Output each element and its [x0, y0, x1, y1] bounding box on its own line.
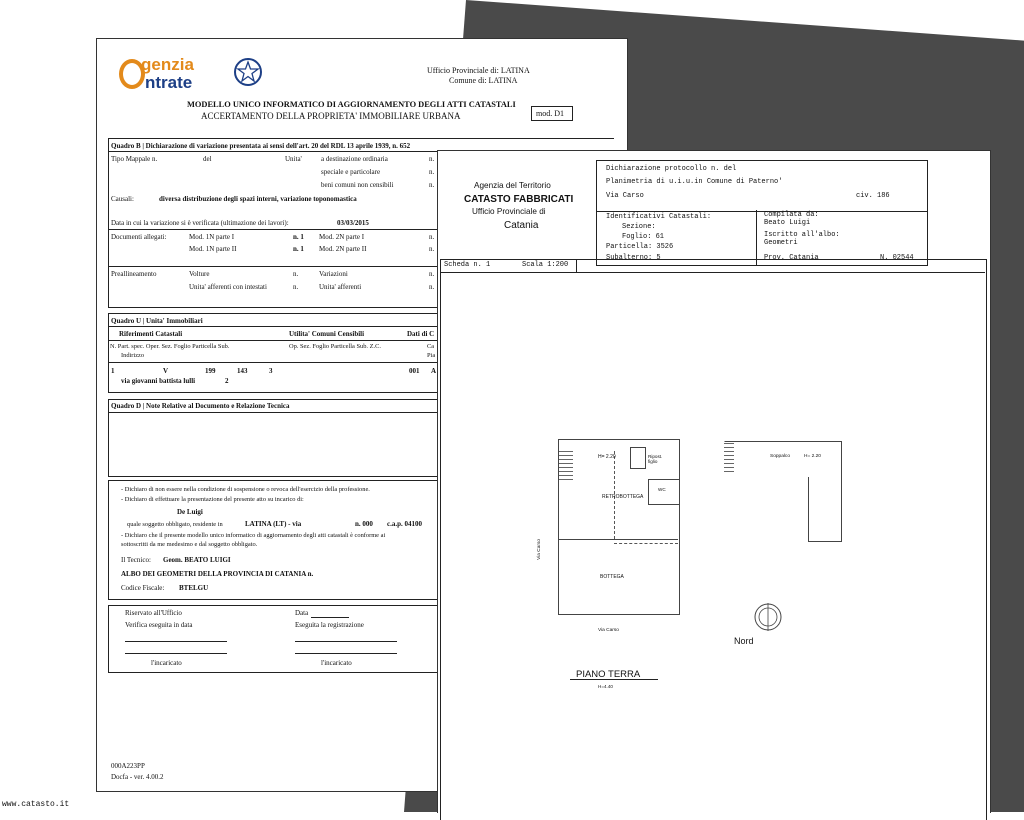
unita-intestati: Unita' afferenti con intestati [189, 283, 267, 291]
ripostiglio-label: Ripost. figlio [648, 454, 663, 464]
identificativi: Identificativi Catastali: [606, 213, 712, 221]
row-cat: A [431, 367, 437, 375]
row-address: via giovanni battista lulli [121, 377, 196, 385]
riferimenti-catastali: Riferimenti Catastali [119, 330, 183, 338]
soppalco-stem [808, 477, 842, 542]
unita-label: Unita' [285, 155, 302, 163]
n-3: n. [429, 181, 435, 189]
compilata-da: Compilata da: [764, 211, 819, 219]
incaricato-1: l'incaricato [151, 659, 182, 667]
quadro-u-pia: Pia [427, 352, 436, 359]
compilatore: Beato Luigi [764, 219, 811, 227]
tipo-mappale-del: del [203, 155, 212, 163]
dichiarazione-3b: sottoscritti da me medesimo e dal soggetto obbligato. [121, 541, 258, 548]
mod-1n-parte-i: Mod. 1N parte I [189, 233, 235, 241]
documenti-allegati: Documenti allegati: [111, 233, 167, 241]
soggetto-obbligato: quale soggetto obbligato, residente in [127, 521, 223, 528]
afferenti-n: n. [429, 283, 435, 291]
quadro-u-cols-3: Ca [427, 343, 435, 350]
mod-2n-ii-n: n. [429, 245, 435, 253]
catasto-fabbricati: CATASTO FABBRICATI [464, 194, 574, 205]
agenzia-territorio: Agenzia del Territorio [474, 181, 551, 190]
intestati-n: n. [293, 283, 299, 291]
tecnico-name: Geom. BEATO LUIGI [163, 556, 231, 564]
quadro-b-header: Quadro B | Dichiarazione di variazione presentata ai sensi dell'art. 20 del RDL 13 aprile 1939, n. 652 [111, 142, 411, 150]
planimetria-comune: Planimetria di u.i.u.in Comune di Paterno' [606, 178, 783, 186]
ripostiglio-room [630, 447, 646, 469]
riservato-label: Riservato all'Ufficio [125, 609, 182, 617]
particella: Particella: 3526 [606, 243, 674, 251]
row-zc: 001 [409, 367, 420, 375]
logo-line-2: ntrate [145, 73, 193, 92]
albo-geometri: ALBO DEI GEOMETRI DELLA PROVINCIA DI CATANIA n. [121, 570, 314, 578]
stair-right [724, 443, 734, 475]
albo-numero: N. 02544 [880, 254, 914, 262]
row-particella: 143 [237, 367, 248, 375]
scala: Scala 1:200 [522, 261, 569, 269]
dest-ordinaria: a destinazione ordinaria [321, 155, 388, 163]
data-variazione-label: Data in cui la variazione si è verificata (ultimazione dei lavori): [111, 219, 289, 227]
republic-emblem-icon [233, 57, 263, 92]
quadro-u-indirizzo: Indirizzo [121, 352, 145, 359]
soppalco-outline [724, 441, 842, 480]
mod-1n-ii-count: n. 1 [293, 245, 304, 253]
residenza: LATINA (LT) - via [245, 520, 302, 528]
iscritto-albo: Iscritto all'albo: [764, 231, 840, 239]
mod-1n-i-count: n. 1 [293, 233, 304, 241]
beni-comuni: beni comuni non censibili [321, 181, 394, 189]
dichiarazione-protocollo: Dichiarazione protocollo n. del [606, 165, 737, 173]
eseguita-registrazione: Eseguita la registrazione [295, 621, 364, 629]
mod-1n-parte-ii: Mod. 1N parte II [189, 245, 237, 253]
n-2: n. [429, 168, 435, 176]
retrobottega-label: RETROBOTTEGA [602, 494, 644, 500]
quadro-u-header: Quadro U | Unita' Immobiliari [111, 317, 203, 325]
watermark: www.catasto.it [2, 800, 70, 809]
floor-plan-outline [558, 439, 680, 615]
residenza-cap: c.a.p. 04100 [387, 520, 422, 528]
footer-version: Docfa - ver. 4.00.2 [111, 773, 164, 781]
piano-terra: PIANO TERRA [576, 669, 641, 680]
row-oper: V [163, 367, 169, 375]
soppalco-label: Soppalco [770, 454, 791, 459]
dichiarazione-2: - Dichiaro di effettuare la presentazione del presente atto su incarico di: [121, 496, 304, 503]
codice-fiscale-label: Codice Fiscale: [121, 584, 165, 592]
stair-left [559, 451, 573, 481]
nord-label: Nord [734, 636, 754, 646]
row-n: 1 [111, 367, 115, 375]
data-label: Data [295, 609, 309, 617]
row-foglio: 199 [205, 367, 216, 375]
volture-n: n. [293, 270, 299, 278]
utilita-comuni: Utilita' Comuni Censibili [289, 330, 365, 338]
data-variazione-value: 03/03/2015 [337, 219, 369, 227]
dichiarazione-1: - Dichiaro di non essere nella condizione di sospensione o revoca dell'esercizio della professione. [121, 486, 370, 493]
row-civ: 2 [225, 377, 229, 385]
form-title-1: MODELLO UNICO INFORMATICO DI AGGIORNAMENTO DEGLI ATTI CATASTALI [187, 100, 516, 109]
speciale: speciale e particolare [321, 168, 381, 176]
drawing-frame [440, 259, 987, 820]
volture: Volture [189, 270, 210, 278]
mod-2n-i-n: n. [429, 233, 435, 241]
quadro-d-header: Quadro D | Note Relative al Documento e Relazione Tecnica [111, 402, 290, 410]
causali-label: Causali: [111, 195, 134, 203]
verifica-label: Verifica eseguita in data [125, 621, 193, 629]
incaricato-2: l'incaricato [321, 659, 352, 667]
albo-geometri-plan: Geometri [764, 239, 798, 247]
quadro-u-cols-1: N. Part. spec. Oper. Sez. Foglio Particella Sub. [110, 343, 230, 350]
plan-civ: civ. 186 [856, 192, 890, 200]
quadro-u-cols-2: Op. Sez. Foglio Particella Sub. Z.C. [289, 343, 381, 350]
north-compass-icon [752, 601, 784, 638]
piano-height: H=4.40 [598, 684, 613, 689]
foglio: Foglio: 61 [622, 233, 665, 241]
wc-label: WC [658, 487, 666, 492]
ufficio-provinciale-plan: Ufficio Provinciale di [472, 207, 546, 216]
bottega-label: BOTTEGA [600, 574, 624, 580]
agenzia-entrate-logo [115, 53, 265, 95]
via-carso-bottom: Via Carso [598, 628, 619, 633]
logo-line-1: genzia [141, 55, 194, 74]
tecnico-label: Il Tecnico: [121, 556, 151, 564]
scheda: Scheda n. 1 [444, 261, 491, 269]
comune: Comune di: LATINA [449, 76, 518, 85]
mod-d1-box [531, 106, 573, 121]
mod-2n-parte-i: Mod. 2N parte I [319, 233, 365, 241]
footer-code: 000A223PP [111, 762, 145, 770]
preallineamento: Preallineamento [111, 270, 157, 278]
sezione: Sezione: [622, 223, 656, 231]
subalterno: Subalterno: 5 [606, 254, 661, 262]
mod-2n-parte-ii: Mod. 2N parte II [319, 245, 367, 253]
residenza-civ: n. 000 [355, 520, 373, 528]
dati-classamento: Dati di C [407, 330, 435, 338]
h-right: H= 2.20 [804, 454, 821, 459]
unita-afferenti: Unita' afferenti [319, 283, 362, 291]
causali-value: diversa distribuzione degli spazi interni, variazione toponomastica [159, 195, 357, 203]
n-1: n. [429, 155, 435, 163]
ufficio-provinciale: Ufficio Provinciale di: LATINA [427, 66, 530, 75]
dichiarazione-3a: - Dichiaro che il presente modello unico informatico di aggiornamento degli atti catastali è conforme ai [121, 532, 386, 539]
plan-city: Catania [504, 220, 539, 231]
variazioni: Variazioni [319, 270, 348, 278]
tipo-mappale: Tipo Mappale n. [111, 155, 158, 163]
form-title-2: ACCERTAMENTO DELLA PROPRIETA' IMMOBILIARE URBANA [201, 111, 461, 121]
plan-via: Via Carso [606, 192, 644, 200]
planimetria-sheet [437, 150, 991, 813]
variazioni-n: n. [429, 270, 435, 278]
h-left: H= 2.20 [598, 454, 616, 460]
prov-catania: Prov. Catania [764, 254, 819, 262]
codice-fiscale-value: BTELGU [179, 584, 209, 592]
via-carso-side: Via Carso [537, 538, 543, 560]
committente-name: De Luigi [177, 508, 203, 516]
row-sub: 3 [269, 367, 273, 375]
mod-d1-label: mod. D1 [536, 109, 564, 118]
